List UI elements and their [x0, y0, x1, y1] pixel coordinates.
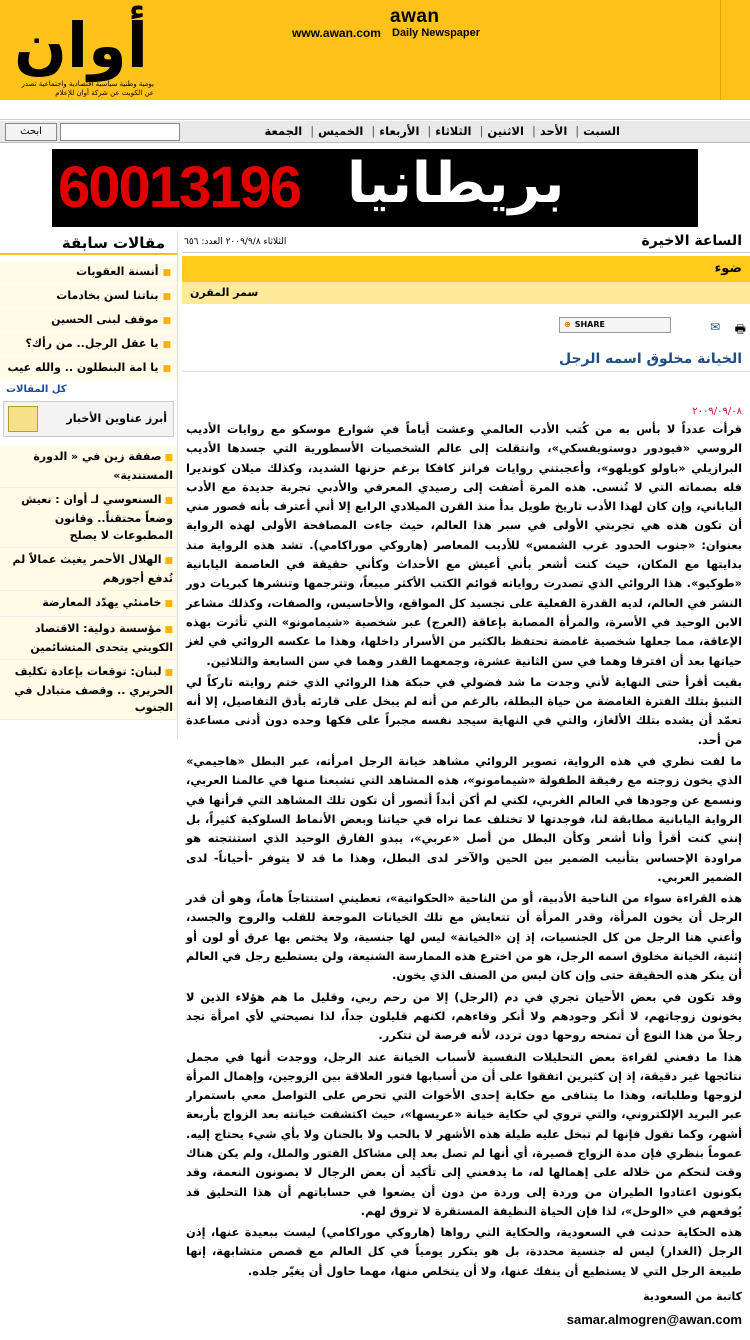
article-tools: [182, 304, 750, 344]
site-header: [0, 0, 750, 100]
day-link-monday[interactable]: الاثنين: [487, 124, 524, 138]
paragraph: هذه القراءة سواء من الناحية الأدبية، أو من الناحية «الحكواتية»، تعطيني استنتاجاً هاماً، وهو أن قدر الرجل أن يخون المرأة، وقدر المرأة أن تتعايش مع تلك الخيانات الموجعة للقلب والروح والجسد، وأعني هنا الرجل من كل الجنسيات، إذ إن «الخيانة» ليس لها جنسية، ولا يختص بها عرق أو لون أو إثنية، الخيانة مخلوق اسمه الرجل، هو من اخترع هذه الممارسة الشنيعة، ولن يستطيع رجل في العالم أن ينكر هذه الحقيقة حتى وإن كان ليس من الصنف الذي يخون.: [186, 891, 742, 983]
site-logo[interactable]: أوان: [14, 9, 148, 82]
paragraph: هذه الحكاية حدثت في السعودية، والحكاية التي رواها (هاروكي موراكامي) ليست ببعيدة عنها، إذن الرجل (الغدار) ليس له جنسية محددة، بل هو يتكرر يومياً في كل العالم مع قصص متشابهة، إنها طبيعة الرجل التي لا يستطيع أن ينفك عنها، ولا أن يتخلص منها، مهما حاول أن يغيّر جلده.: [186, 1225, 742, 1278]
paragraph: وقد تكون في بعض الأحيان تجري في دم (الرجل) إلا من رحم ربي، وقليل ما هم هؤلاء الذين لا يخونون زوجاتهم، لا أنكر وجودهم ولا أنكر وفاءهم، لكنهم قليلون جداً، لذا نصيحتي لأي امرأة تجد رجلاً من هذا النوع أن تمنحه روحها دون تردد، لأنه فرصة لن تتكرر.: [186, 989, 742, 1043]
day-link-friday[interactable]: الجمعة: [264, 124, 303, 138]
article-content: [182, 231, 750, 1283]
search-button[interactable]: ابحث: [5, 123, 57, 141]
logo-tagline: يومية وطنية سياسية اقتصادية واجتماعية تصدر عن الكويت عن شركة أوان للإعلام: [21, 80, 154, 97]
paragraph: قرأت عدداً لا بأس به من كُتب الأدب العالمي وعشت أياماً في شوارع موسكو مع روايات الأديب الروسي «فيودور دوستويفسكي»، وانتقلت إلى عالم الشخصيات الأسطورية التي جسدها الأديب البرازيلي «باولو كويلهو»، وأعجبتني روايات فرانز كافكا برغم حزنها الشديد، وكذلك ميلان كونديرا فله بصماته التي لا تُنسى. هذه المرة أضفت إلى رصيدي المعرفي والأدبي تجربة جديدة مع الأدب الياباني، وإن كان لهذا الأدب تاريخ طويل بدأ منذ القرن الميلادي الرابع إلا أني أعترف بأنه قصور مني أن تكون هذه هي تجربتي الأولى في سبر هذا العالم، حيث جاءت المصافحة الأولى لهذه الرواية بعنوان: «جنوب الحدود غرب الشمس» للأديب المعاصر (هاروكي موراكامي). تشد هذه الرواية منذ بدايتها مع المكان، حيث كنت أشعر بأني أعيش مع الأحداث وكأني حقيقة في العاصمة اليابانية «طوكيو». هذا الروائي الذي تصدرت رواياته قوائم الكتب الأكثر مبيعاً، وتترجمها وتنشرها كبريات دور النشر في العالم، لديه القدرة الفعلية على تجسيد كل المواقع، والأحاسيس، والصفات، وكذلك مشاعر الابن الوحيد في الأسرة، والمرأة المصابة بإعاقة (العرج) عبر شخصية «شيمامونو» التي تأثرت بهذه الإعاقة، مما جعلها شخصية غامضة تحتفظ بالكثير من الأسرار داخلها، وهذا ما عكسه الروائي في لغز حياتها بعد أن افترقا وهما في سن الثانية عشرة، وجمعهما القدر وهما في سن السابعة والثلاثين.: [186, 422, 742, 668]
news-item[interactable]: ■السنعوسي لـ أوان : نعيش وضعاً محتقناً.. وقانون المطبوعات لا يصلح: [0, 488, 177, 548]
day-link-saturday[interactable]: السبت: [583, 124, 620, 138]
news-headlines-box[interactable]: [3, 401, 174, 437]
news-item[interactable]: ■خامنئي يهدّد المعارضة: [0, 591, 177, 617]
news-list: [0, 445, 177, 720]
bullet-icon: ■: [162, 268, 171, 278]
header-divider: [0, 100, 750, 120]
sidebar: [0, 231, 178, 739]
news-box-label: أبرز عناوين الأخبار: [66, 412, 167, 425]
mail-icon[interactable]: ✉: [709, 320, 720, 334]
news-item[interactable]: ■مؤسسة دولية: الاقتصاد الكويتي يتحدى المتشائمين: [0, 617, 177, 660]
list-item[interactable]: ■موقف لبنى الحسين: [0, 309, 177, 332]
bullet-icon: ■: [162, 340, 171, 350]
article-date: ٢٠٠٩/٠٩/٠٨: [692, 406, 742, 417]
issue-info: الثلاثاء ٢٠٠٩/٩/٨ العدد: ٦٥٦: [184, 237, 287, 247]
all-articles-link[interactable]: كل المقالات: [6, 384, 67, 395]
bullet-icon: ■: [164, 453, 173, 463]
bullet-icon: ■: [164, 556, 173, 566]
day-link-sunday[interactable]: الأحد: [539, 124, 568, 138]
bullet-icon: ■: [162, 316, 171, 326]
bullet-icon: ■: [162, 292, 171, 302]
day-link-wednesday[interactable]: الأربعاء: [379, 124, 420, 138]
news-item[interactable]: ■صفقة زين في « الدورة المستندية»: [0, 445, 177, 488]
news-item[interactable]: ■الهلال الأحمر يغيث عمالاً لم تُدفع أجورهم: [0, 548, 177, 591]
day-link-tuesday[interactable]: الثلاثاء: [435, 124, 472, 138]
bullet-icon: ■: [162, 364, 171, 374]
list-item[interactable]: ■أنسنة العقوبات: [0, 261, 177, 284]
list-item[interactable]: ■بناتنا لسن بخادمات: [0, 285, 177, 308]
paragraph: هذا ما دفعني لقراءة بعض التحليلات النفسية لأسباب الخيانة عند الرجل، ووجدت أنها في مجمل نتائجها غير دقيقة، إذ إن كثيرين اتفقوا على أن من أسبابها فتور العلاقة بين الزوجين، وإهمال المرأة لزوجها وطلباته، وهذا ما يتنافى مع حكاية إحدى الأخوات التي تحرص على التواصل معي باستمرار عبر البريد الإلكتروني، والتي تروي لي حكاية خيانة «عريسها»، حيث اكتشفت خيانته بعد الزواج بأربعة أشهر، وكما تقول فإنها لم تبخل عليه طيلة هذه الأشهر لا بالحب ولا بالحنان ولا بأي شيء يحتاج إليه. عموماً بنظري فإن مدة الزواج قصيرة، أي أنها لم تصل بعد إلى مشاكل الفتور والملل، ولم يكن هناك وقت لنحكم من خلاله على إهمالها له، ما يدفعني إلى تأكيد أن بعض الرجال لا يصونون النعمة، وقد يكونون اعتادوا الطيران من وردة إلى وردة من دون أن يضعوا في حساباتهم أن هذا التحليق قد يُوقعهم في «الوحل»، لذا فإن الحياة النظيفة المستقرة لا تروق لهم.: [186, 1049, 742, 1218]
banner-number: 60013196: [58, 155, 301, 220]
newspaper-icon: [8, 406, 38, 432]
section-header: [182, 231, 750, 253]
top-navbar: [0, 121, 750, 143]
site-url[interactable]: www.awan.com: [292, 26, 381, 40]
plus-icon: ⊕: [564, 320, 571, 329]
bullet-icon: ■: [164, 668, 173, 678]
previous-articles-list: [0, 261, 177, 380]
share-button[interactable]: ⊕ SHARE: [559, 317, 671, 333]
bullet-icon: ■: [164, 496, 173, 506]
brand-subtitle: Daily Newspaper: [392, 27, 481, 39]
author-email[interactable]: samar.almogren@awan.com: [566, 1312, 742, 1327]
bullet-icon: ■: [164, 625, 173, 635]
article-title: الخيانة مخلوق اسمه الرجل: [182, 346, 750, 372]
list-item[interactable]: ■يا عقل الرجل.. من رأك؟: [0, 333, 177, 356]
print-icon[interactable]: 🖶: [734, 322, 746, 336]
banner-text: بريطانيا: [347, 151, 565, 216]
day-links: السبت| الأحد| الاثنين| الثلاثاء| الأربعاء| الخميس| الجمعة: [264, 124, 620, 138]
paragraph: ما لفت نظري في هذه الرواية، تصوير الروائي مشاهد خيانة الرجل امرأته، عبر البطل «هاجيمي» الذي يخون زوجته مع رفيقة الطفولة «شيمامونو»، هذه المشاهد التي تشبعنا منها في عالمنا العربي، ونسمع عن وجودها في العالم الغربي، لكني لم أكن أبداً أتصور أن تكون تلك المشاهد التي قرأتها في الرواية اليابانية مطابقة لنا، فوجدتها لا تختلف عما نراه في حياتنا وبعض الأنماط السلوكية كثيراً، بل إنني كنت أقرأ وأنا أشعر وكأن البطل من أصل «عربي»، يبدو الفارق الوحيد الذي استنتجته هو مراودة الإحساس بتأنيب الضمير بين الحين والآخر لدى البطل، وهذا ما قد لا يتوفر -أحياناً- لدى الضمير العربي.: [186, 754, 742, 884]
column-name: ضوء: [182, 256, 750, 282]
header-decoration: [720, 0, 750, 100]
section-title: الساعة الاخيرة: [641, 233, 742, 249]
paragraph: بقيت أقرأ حتى النهاية لأني وجدت ما شد فضولي في حبكة هذا الروائي الذي ختم روايته تاركاً لي التنبؤ بتلك الفترة الغامضة من حياة البطلة، بالرغم من أنه لم يبخل على قارئه بأدق التفاصيل، إلا أنه تعمّد أن يشده بتلك الألغاز، والتي في النهاية سيجد نفسه مجبراً على فكها وحده دون أدنى مساعدة من أحد.: [186, 674, 742, 747]
author-note: كاتبة من السعودية: [643, 1290, 742, 1303]
list-item[interactable]: ■يا امة البنطلون .. والله عيب: [0, 357, 177, 380]
bullet-icon: ■: [164, 599, 173, 609]
sidebar-title: مقالات سابقة: [0, 231, 177, 255]
search-input[interactable]: [60, 123, 180, 141]
brand-name: awan: [390, 6, 440, 27]
news-item[interactable]: ■لبنان: توقعات بإعادة تكليف الحريري .. وقصف متبادل في الجنوب: [0, 660, 177, 720]
day-link-thursday[interactable]: الخميس: [318, 124, 364, 138]
author-name[interactable]: سمر المقرن: [182, 282, 750, 304]
article-body: [182, 420, 750, 1281]
advertisement-banner[interactable]: [52, 149, 698, 227]
